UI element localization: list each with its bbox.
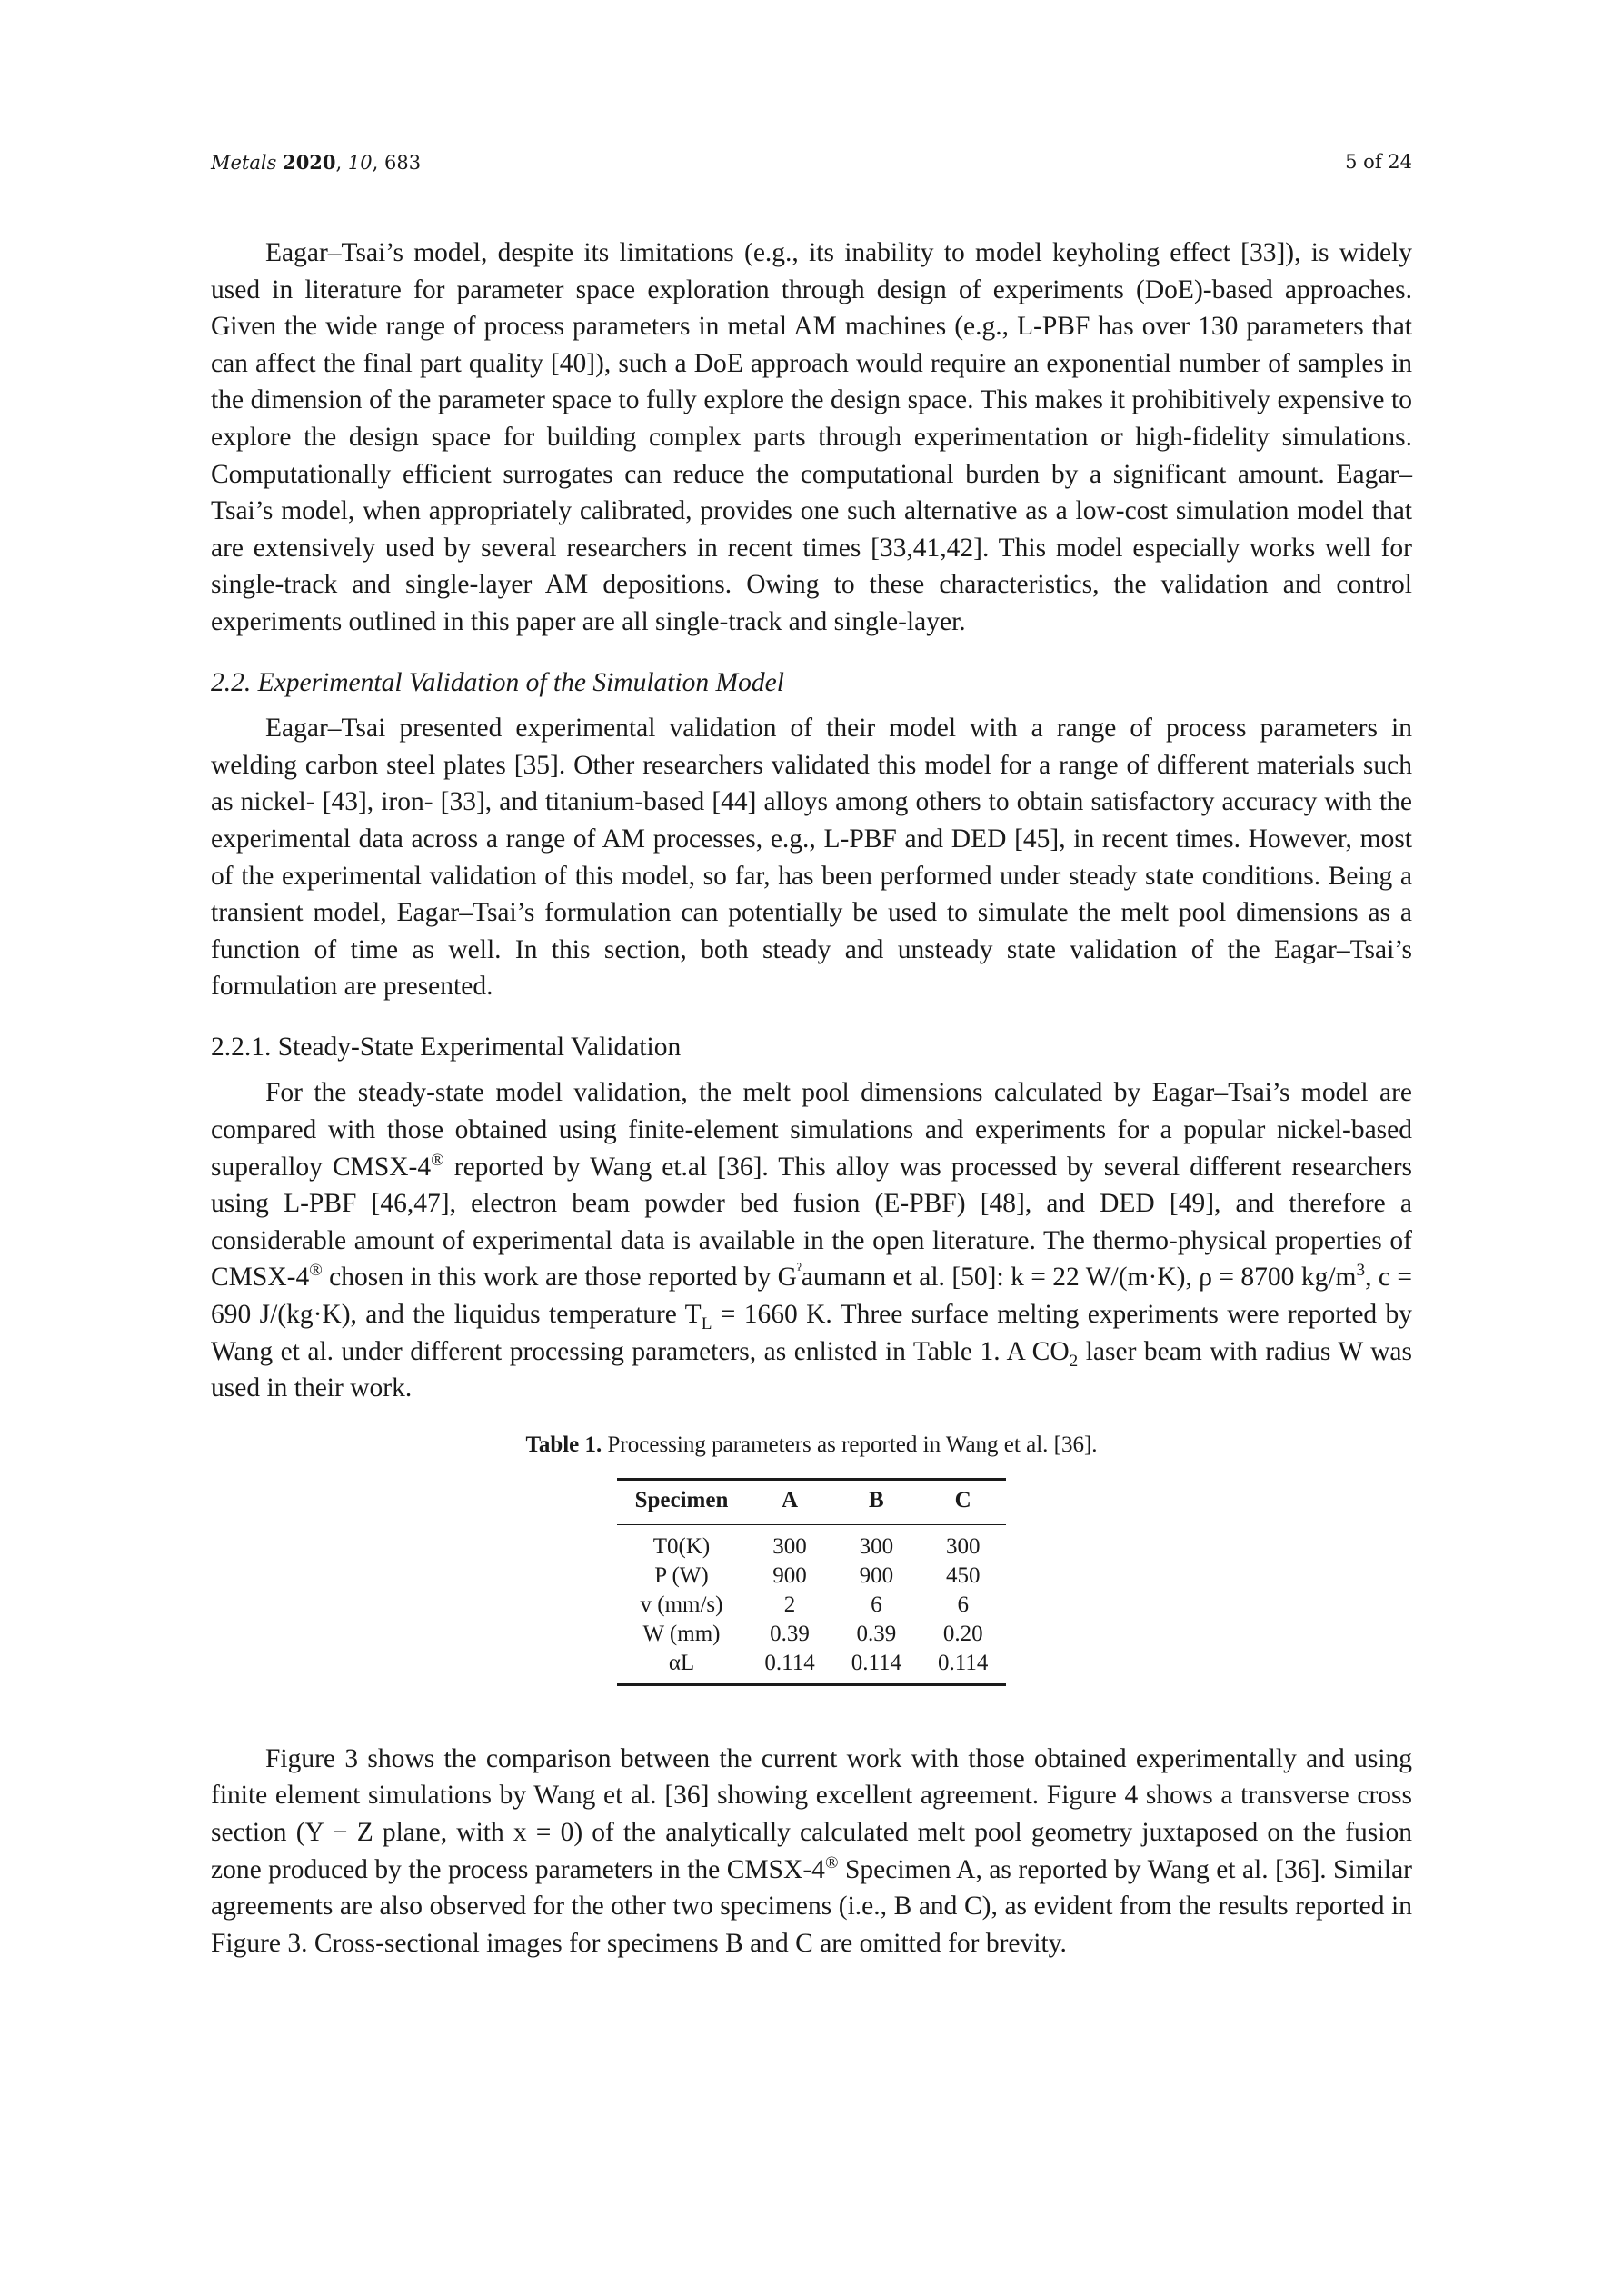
table-cell: 0.114: [920, 1649, 1006, 1685]
registered-mark: ®: [824, 1852, 839, 1872]
table-cell: W (mm): [642, 1621, 721, 1646]
p3-part-h: laser beam with radius W was used in their work.: [211, 1336, 1413, 1403]
umlaut-mark: ˀ: [796, 1261, 802, 1281]
p3-part-c: chosen in this work are those reported by G: [322, 1263, 797, 1293]
table-cell: 0.20: [942, 1621, 983, 1646]
table-cell: 0.39: [770, 1621, 810, 1646]
table-header-cell: C: [920, 1479, 1006, 1524]
p4-part-b: Specimen A, as reported by Wang et al. [36]. Similar agreements are also observed for the other two specimens (i.e., B and C), as evident from the results reported in Figure 3. Cross-sectional images for specimens B and C are omitted for brevity.: [211, 1854, 1412, 1958]
journal-year: 2020: [283, 151, 336, 174]
subscript-L: L: [701, 1313, 712, 1333]
table-cell: 900: [859, 1562, 894, 1588]
paragraph-4: [211, 1741, 1412, 1962]
article-number: 683: [383, 152, 422, 174]
section-heading-2-2-1: 2.2.1. Steady-State Experimental Validation: [211, 1032, 682, 1062]
journal-volume: 10: [347, 152, 373, 174]
table-header-cell: A: [746, 1479, 832, 1524]
table-cell: 2: [783, 1592, 796, 1617]
table-caption: [211, 1431, 1412, 1460]
table-cell: 900: [772, 1562, 807, 1588]
table-cell: T0(K): [652, 1533, 711, 1559]
superscript-3: 3: [1356, 1261, 1366, 1281]
table-cell: 0.114: [833, 1649, 920, 1685]
p3-part-d: aumann et al. [50]:: [801, 1263, 1011, 1293]
p3-part-b: reported by Wang et.al [36]. This alloy was processed by several different researchers using L-PBF [46,47], electron beam powder bed fusion (E-PBF) [48], and DED [49], and therefore a considerable amount of experimental data is available in the open literature. The thermo-physical properties of CMSX-4: [211, 1152, 1413, 1293]
paragraph-2: Eagar–Tsai presented experimental validation of their model with a range of process parameters in welding carbon steel plates [35]. Other researchers validated this model for a range of different materials such as nickel- [43], iron- [33], and titanium-based [44] alloys among others to obtain satisfactory accuracy with the experimental data across a range of AM processes, e.g., L-PBF and DED [45], in recent times. However, most of the experimental validation of this model, so far, has been performed under steady state conditions. Being a transient model, Eagar–Tsai’s formulation can potentially be used to simulate the melt pool dimensions as a function of time as well. In this section, both steady and unsteady state validation of the Eagar–Tsai’s formulation are presented.: [211, 714, 1412, 1002]
table-cell: 6: [957, 1592, 969, 1617]
table-cell: 450: [945, 1562, 981, 1588]
processing-parameters-table: [617, 1478, 1007, 1686]
p4-part-a: Figure 3 shows the comparison between the current work with those obtained experimentally and using finite element simulations by Wang et al. [36] showing excellent agreement. Figure 4 shows a transverse cross section (Y − Z plane, with x = 0) of the analytically calculated melt pool geometry juxtaposed on the fusion zone produced by the process parameters in the CMSX-4: [211, 1743, 1412, 1884]
section-heading-2-2: 2.2. Experimental Validation of the Simulation Model: [211, 667, 784, 697]
registered-mark: ®: [309, 1261, 323, 1281]
paragraph-1: Eagar–Tsai’s model, despite its limitations (e.g., its inability to model keyholing effect [33]), is widely used in literature for parameter space exploration through design of experiments (DoE)-based approaches. Given the wide range of process parameters in metal AM machines (e.g., L-PBF has over 130 parameters that can affect the final part quality [40]), such a DoE approach would require an exponential number of samples in the dimension of the parameter space to fully explore the design space. This makes it prohibitively expensive to explore the design space for building complex parts through experimentation or high-fidelity simulations. Computationally efficient surrogates can reduce the computational burden by a significant amount. Eagar–Tsai’s model, when appropriately calibrated, provides one such alternative as a low-cost simulation model that are extensively used by several researchers in recent times [33,41,42]. This model especially works well for single-track and single-layer AM depositions. Owing to these characteristics, the validation and control experiments outlined in this paper are all single-track and single-layer.: [211, 238, 1412, 636]
table-header-row: [617, 1479, 1007, 1524]
table-row: [617, 1620, 1007, 1649]
table-cell: 0.39: [856, 1621, 897, 1646]
p3-part-g: = 1660 K. Three surface melting experiments were reported by Wang et al. under different processing parameters, as enlisted in Table 1. A CO: [211, 1300, 1413, 1366]
table-cell: 300: [945, 1533, 981, 1559]
journal-citation: Metals 2020, 10, 683: [211, 151, 422, 174]
table-cell: 300: [859, 1533, 894, 1559]
table-caption-label: Table 1.: [525, 1432, 602, 1457]
table-row: [617, 1524, 1007, 1562]
table-row: [617, 1562, 1007, 1591]
journal-name: Metals: [211, 152, 277, 174]
paragraph-3: [211, 1074, 1412, 1406]
table-header-cell: B: [833, 1479, 920, 1524]
table-row: [617, 1649, 1007, 1685]
table-cell: 300: [772, 1533, 807, 1559]
table-cell: αL: [617, 1649, 747, 1685]
page-number: 5 of 24: [1345, 151, 1412, 173]
article-body: [211, 235, 1412, 1962]
table-caption-text: Processing parameters as reported in Wang et al. [36].: [602, 1432, 1098, 1457]
table-cell: 6: [871, 1592, 882, 1617]
p3-part-f: , c = 690 J/(kg·K), and the liquidus temperature T: [211, 1263, 1412, 1330]
table-cell: v (mm/s): [640, 1592, 723, 1617]
table-header-cell: Specimen: [617, 1479, 747, 1524]
subscript-2: 2: [1069, 1351, 1079, 1371]
table-wrapper: [211, 1478, 1412, 1686]
table-cell: P (W): [654, 1562, 709, 1588]
registered-mark: ®: [431, 1150, 444, 1170]
running-header: [211, 151, 1412, 180]
p3-part-e: k = 22 W/(m·K), ρ = 8700 kg/m: [1011, 1263, 1357, 1293]
table-cell: 0.114: [746, 1649, 832, 1685]
table-row: [617, 1591, 1007, 1620]
p3-part-a: For the steady-state model validation, the melt pool dimensions calculated by Eagar–Tsai’s model are compared with those obtained using finite-element simulations and experiments for a popular nickel-based superalloy CMSX-4: [211, 1078, 1412, 1182]
